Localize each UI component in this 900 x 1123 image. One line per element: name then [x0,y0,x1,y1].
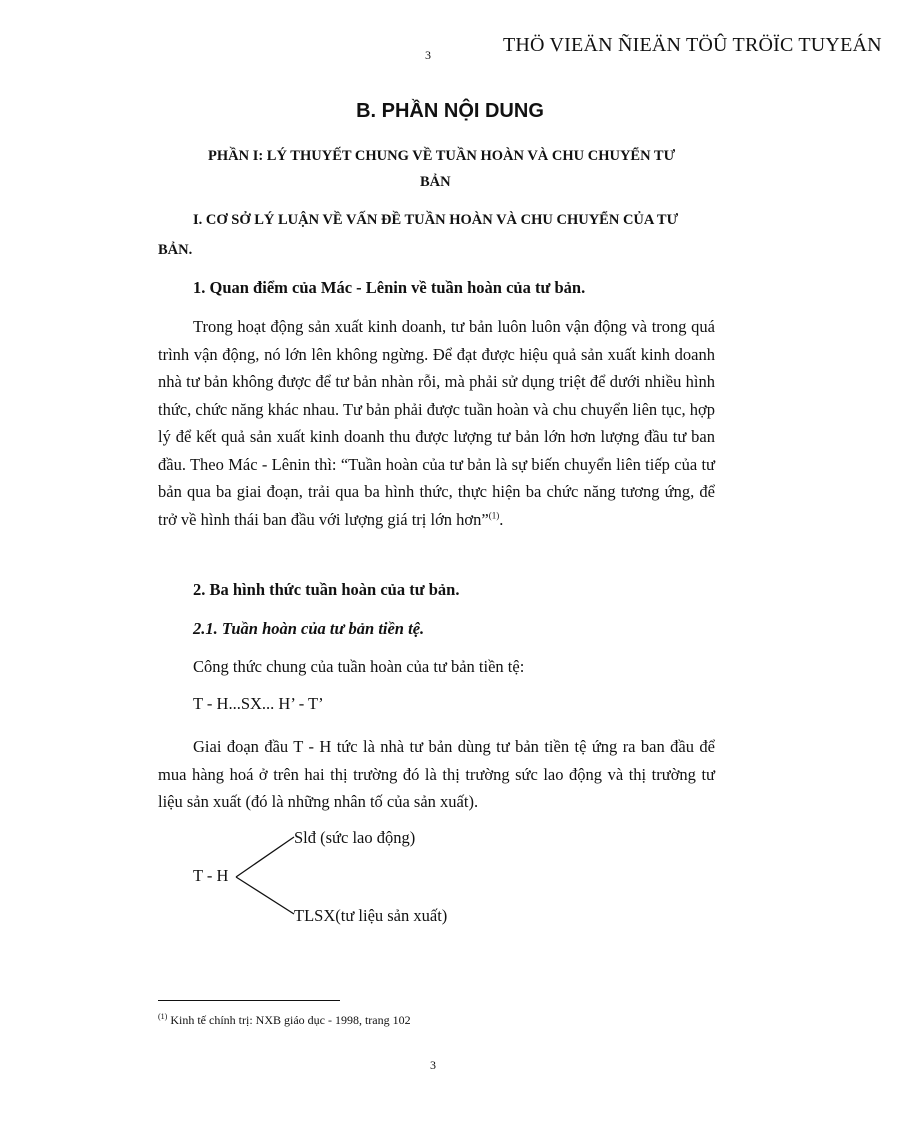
formula: T - H...SX... H’ - T’ [193,694,324,713]
section-title: B. PHẦN NỘI DUNG [356,100,544,122]
branch-diagram [190,822,490,932]
section-1-paragraph-text: Trong hoạt động sản xuất kinh doanh, tư bản luôn luôn vận động và trong quá trình vận động, nó lớn lên không ngừng. Để đạt được hiệu quả sản xuất kinh doanh nhà tư bản không được để tư bản nhàn rỗi, mà phải sử dụng triệt để dưới nhiều hình thức, chức năng khác nhau. Tư bản phải được tuần hoàn và chu chuyển liên tục, hợp lý để kết quả sản xuất kinh doanh thu được lượng tư bản lớn hơn lượng đầu tư ban đầu. Theo Mác - Lênin thì: “Tuần hoàn của tư bản là sự biến chuyển liên tiếp của tư bản qua ba giai đoạn, trải qua ba hình thức, thực hiện ba chức năng tương ứng, để trở về hình thái ban đầu với lượng giá trị lớn hơn” [158,317,715,529]
page-number-bottom: 3 [430,1058,436,1072]
footnote [158,1013,411,1028]
watermark-library-header: THÖ VIEÄN ÑIEÄN TÖÛ TRÖÏC TUYEÁN [503,34,882,56]
diagram-branch-top-label: Slđ (sức lao động) [294,828,416,847]
section-1-heading: 1. Quan điểm của Mác - Lênin về tuần hoàn của tư bản. [193,278,586,297]
section-1-paragraph-end: . [499,509,504,529]
section-2-paragraph: Giai đoạn đầu T - H tức là nhà tư bản dùng tư bản tiền tệ ứng ra ban đầu để mua hàng hoá ở trên hai thị trường đó là thị trường sức lao động và thị trường tư liệu sản xuất (đó là những nhân tố của sản xuất). [158,737,715,811]
footnote-text: Kinh tế chính trị: NXB giáo dục - 1998, trang 102 [167,1013,411,1027]
part-title-line-1: PHẦN I: LÝ THUYẾT CHUNG VỀ TUẦN HOÀN VÀ CHU CHUYỂN TƯ [208,148,676,164]
branch-line-top [236,837,294,877]
footnote-reference[interactable]: (1) [488,510,500,520]
diagram-branch-bottom-label: TLSX(tư liệu sản xuất) [294,906,448,925]
page-number-top: 3 [425,48,431,62]
chapter-heading-line-2: BẢN. [158,242,193,258]
chapter-heading-line-1: I. CƠ SỞ LÝ LUẬN VỀ VẤN ĐỀ TUẦN HOÀN VÀ CHU CHUYỂN CỦA TƯ [193,212,679,228]
formula-intro: Công thức chung của tuần hoàn của tư bản tiền tệ: [193,657,525,676]
footnote-marker: (1) [158,1012,168,1021]
part-title-line-2: BẢN [420,174,451,190]
footnote-divider [158,1000,340,1001]
section-2-1-heading: 2.1. Tuần hoàn của tư bản tiền tệ. [193,619,425,638]
diagram-root-label: T - H [193,866,229,885]
section-2-heading: 2. Ba hình thức tuần hoàn của tư bản. [193,580,460,599]
section-1-paragraph [158,313,715,533]
branch-line-bottom [236,877,294,914]
